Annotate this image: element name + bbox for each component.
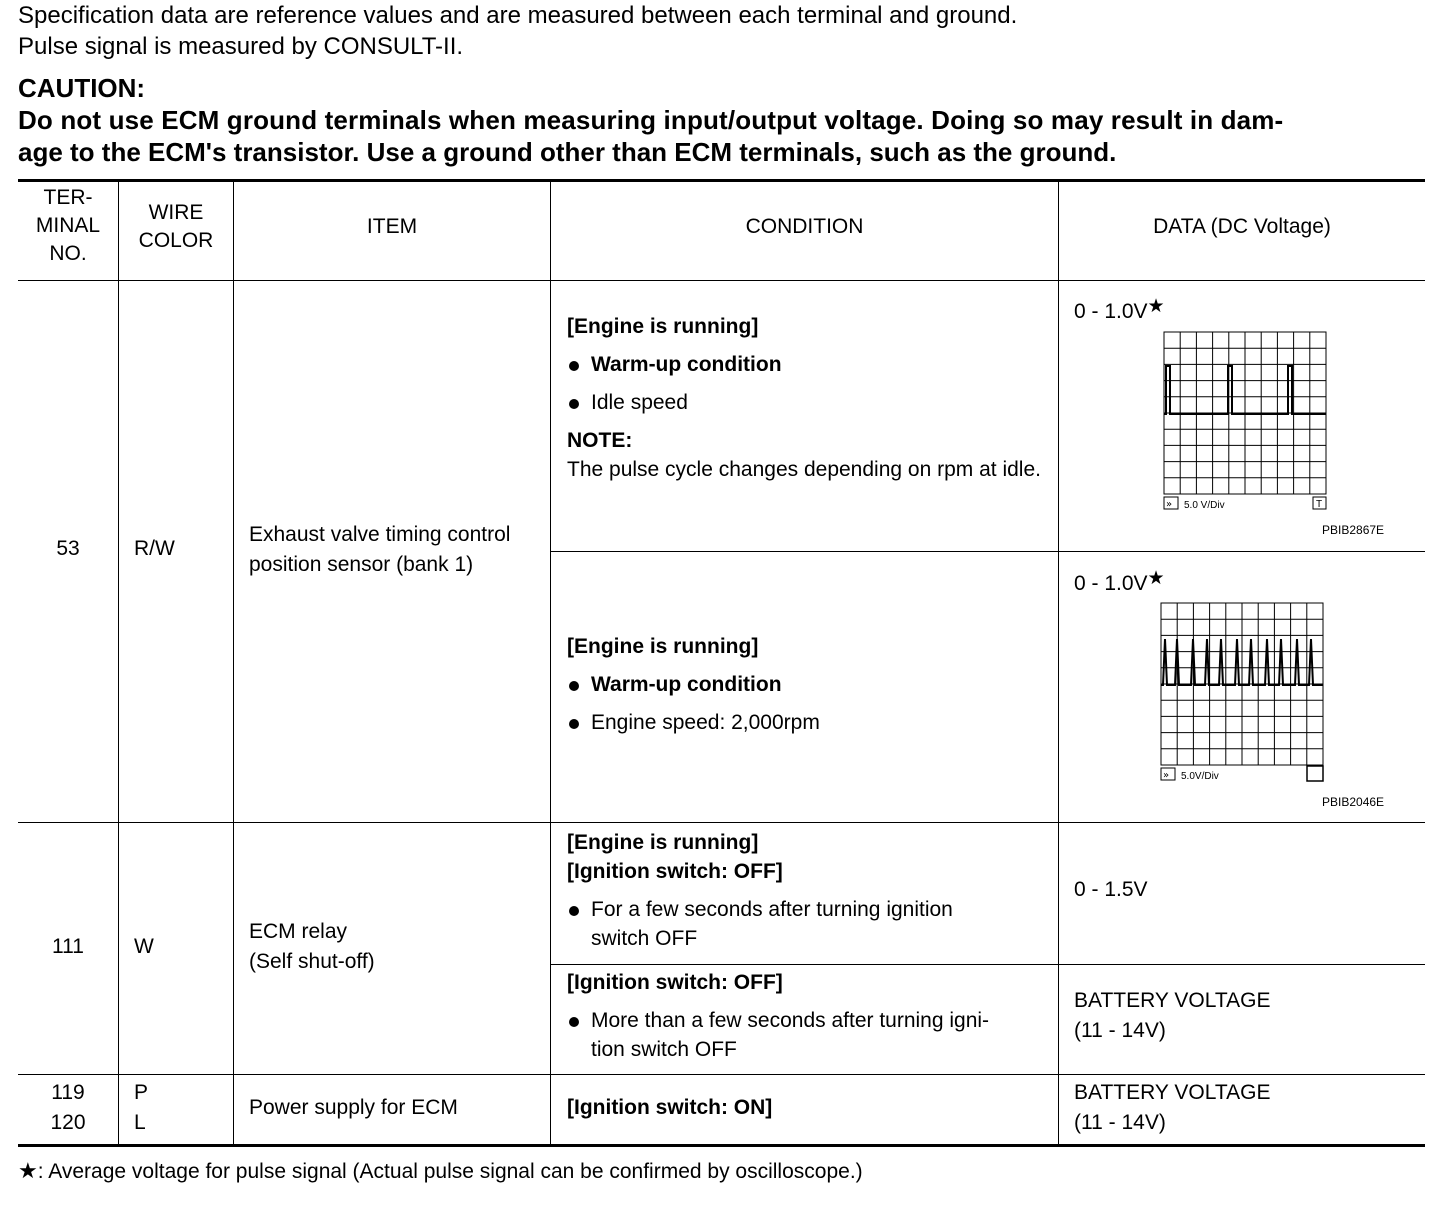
col-divider-2 bbox=[233, 180, 234, 1145]
row53-item: Exhaust valve timing control position sensor (bank 1) bbox=[249, 523, 511, 576]
scope-arrow-icon: » bbox=[1166, 499, 1173, 510]
row111-item: ECM relay (Self shut-off) bbox=[249, 920, 375, 973]
list-item: More than a few seconds after turning igni- tion switch OFF bbox=[567, 1006, 1047, 1064]
caution-line-2: age to the ECM's transistor. Use a ground other than ECM terminals, such as the ground. bbox=[18, 137, 1117, 167]
header-terminal: TER- MINAL NO. bbox=[35, 186, 101, 265]
caution-title: CAUTION: bbox=[18, 73, 146, 103]
row119-wire: P L bbox=[134, 1081, 149, 1134]
row111-sub-divider bbox=[551, 964, 1425, 965]
oscilloscope-waveform-idle bbox=[1158, 330, 1333, 515]
star-icon: ★ bbox=[1147, 296, 1165, 317]
row53-sub1-data: 0 - 1.0V★ bbox=[1074, 296, 1165, 323]
figure-id: PBIB2046E bbox=[1322, 795, 1385, 809]
scope-arrow-icon: » bbox=[1163, 770, 1170, 781]
header-condition: CONDITION bbox=[745, 215, 864, 238]
table-bottom-border bbox=[18, 1144, 1425, 1147]
row119-condition: [Ignition switch: ON] bbox=[567, 1096, 773, 1119]
list-item: For a few seconds after turning ignition switch OFF bbox=[567, 895, 1047, 953]
row111-terminal: 111 bbox=[52, 935, 84, 958]
table-top-border bbox=[18, 179, 1425, 182]
header-divider bbox=[18, 280, 1425, 281]
list-item: Engine speed: 2,000rpm bbox=[567, 708, 1047, 737]
star-icon: ★ bbox=[1147, 568, 1165, 589]
row53-divider bbox=[18, 822, 1425, 823]
scope-trigger-label: T bbox=[1316, 499, 1323, 510]
row53-terminal: 53 bbox=[56, 537, 80, 560]
list-item: Warm-up condition bbox=[567, 350, 1047, 379]
row111-sub2-data: BATTERY VOLTAGE (11 - 14V) bbox=[1074, 989, 1271, 1042]
header-item: ITEM bbox=[366, 215, 418, 238]
list-item: Warm-up condition bbox=[567, 670, 1047, 699]
row53-sub2-condition: [Engine is running] Warm-up condition Engine speed: 2,000rpm bbox=[567, 632, 1047, 737]
row119-data: BATTERY VOLTAGE (11 - 14V) bbox=[1074, 1081, 1271, 1134]
star-icon: ★ bbox=[18, 1158, 38, 1183]
row111-sub1-condition: [Engine is running] [Ignition switch: OFF] For a few seconds after turning ignition switch OFF bbox=[567, 828, 1047, 953]
row111-sub2-condition: [Ignition switch: OFF] More than a few seconds after turning igni- tion switch OFF bbox=[567, 968, 1047, 1064]
col-divider-4 bbox=[1058, 180, 1059, 1145]
header-wire-color: WIRE COLOR bbox=[138, 201, 214, 252]
col-divider-3 bbox=[550, 180, 551, 1145]
row53-sub2-data: 0 - 1.0V★ bbox=[1074, 568, 1165, 595]
row119-terminal: 119 120 bbox=[50, 1081, 86, 1134]
scope-scale-label: 5.0V/Div bbox=[1181, 771, 1219, 782]
figure-id: PBIB2867E bbox=[1322, 523, 1385, 537]
row111-wire: W bbox=[134, 935, 154, 958]
caution-line-1: Do not use ECM ground terminals when measuring input/output voltage. Doing so may result in dam- bbox=[18, 105, 1284, 135]
list-item: Idle speed bbox=[567, 388, 1047, 417]
col-divider-1 bbox=[118, 180, 119, 1145]
oscilloscope-waveform-2000rpm bbox=[1155, 601, 1330, 786]
intro-line-2: Pulse signal is measured by CONSULT-II. bbox=[18, 33, 464, 60]
row53-sub-divider bbox=[551, 551, 1425, 552]
row53-sub1-condition: [Engine is running] Warm-up condition Idle speed NOTE: The pulse cycle changes depending on rpm at idle. bbox=[567, 312, 1047, 484]
header-data: DATA (DC Voltage) bbox=[1153, 215, 1331, 238]
row119-item: Power supply for ECM bbox=[249, 1096, 458, 1119]
scope-scale-label: 5.0 V/Div bbox=[1184, 500, 1225, 511]
row53-wire: R/W bbox=[134, 537, 175, 560]
row111-divider bbox=[18, 1074, 1425, 1075]
row111-sub1-data: 0 - 1.5V bbox=[1074, 878, 1148, 901]
intro-line-1: Specification data are reference values and are measured between each terminal and ground. bbox=[18, 2, 1018, 29]
footnote: ★: Average voltage for pulse signal (Actual pulse signal can be confirmed by oscilloscope.) bbox=[18, 1158, 863, 1183]
